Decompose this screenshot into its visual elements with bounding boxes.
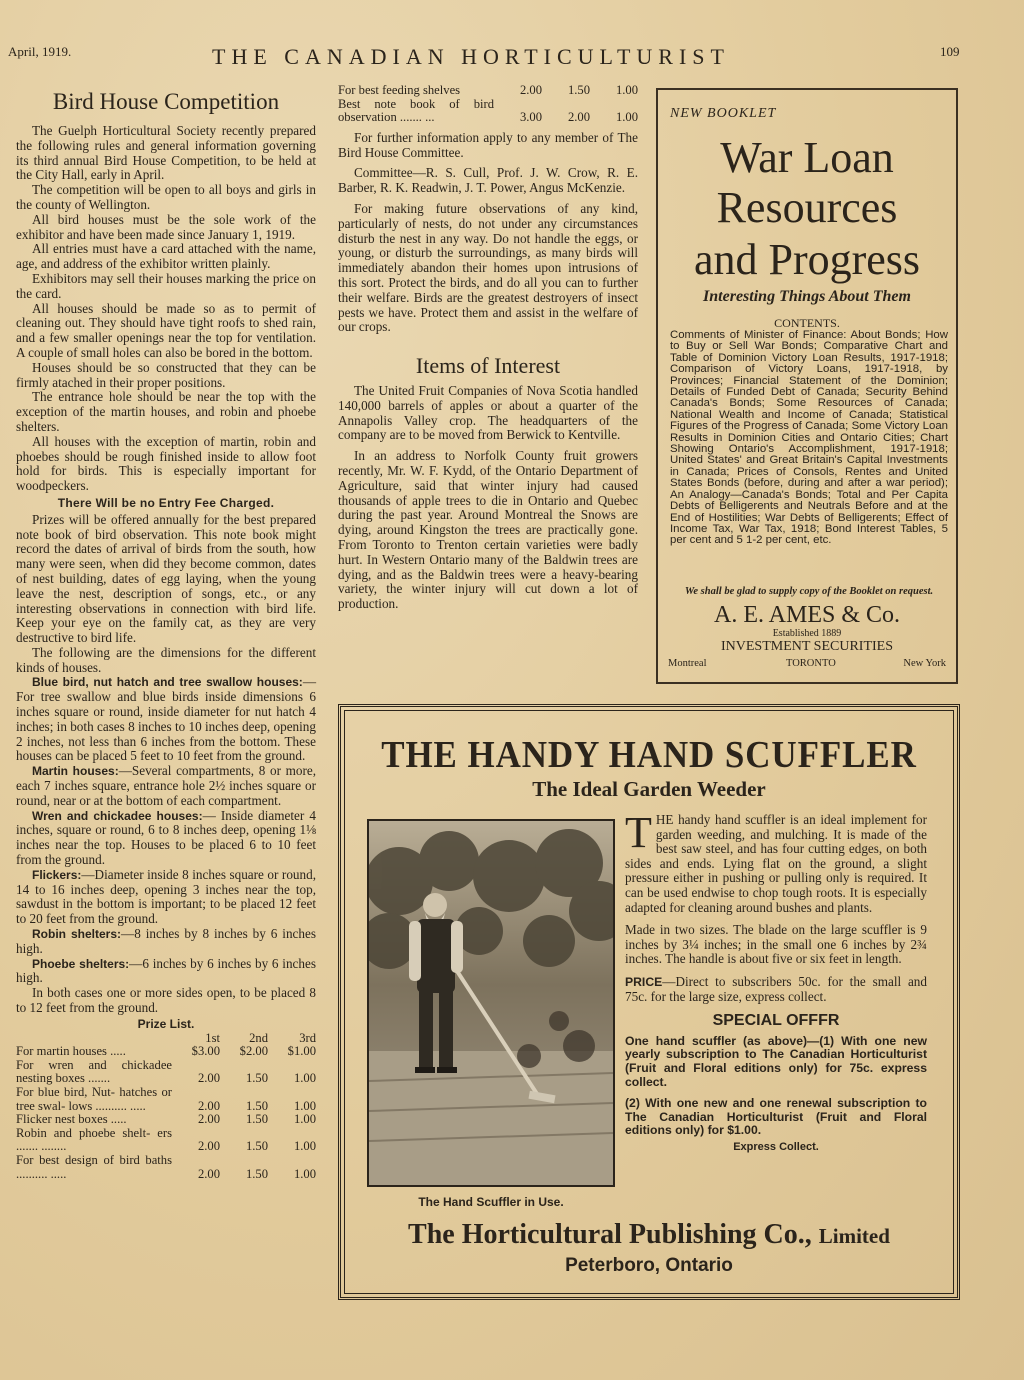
paragraph: Exhibitors may sell their houses marking the price on the card. <box>16 270 316 301</box>
city: New York <box>903 658 946 669</box>
ad-kicker: NEW BOOKLET <box>670 106 777 121</box>
prize-name: For blue bird, Nut- hatches or tree swal- lows .......... ..... <box>16 1084 172 1113</box>
prize-value: 2.00 <box>197 1071 220 1086</box>
prize-row <box>16 1059 316 1086</box>
dimension-text: —For tree swallow and blue birds inside dimensions 6 inches square or round, inside diameter for nut hatch 4 inches; in both cases 8 inches to 10 inches deep, opening 2 inches, not less than 6 inches from the bottom. These houses can be placed 5 feet to 10 feet from the ground. <box>16 674 316 764</box>
prize-name: Best note book of bird observation ....... ... <box>338 96 494 125</box>
prize-row <box>16 1154 316 1181</box>
prize-value: 1.50 <box>245 1112 268 1127</box>
dimension-item <box>16 675 316 764</box>
dimension-item <box>16 764 316 808</box>
ad-tagline: Interesting Things About Them <box>703 288 911 305</box>
prize-value: 2.00 <box>197 1166 220 1181</box>
publisher-name: The Horticultural Publishing Co., <box>408 1219 812 1250</box>
prize-value: 2.00 <box>567 110 590 125</box>
prize-value: 1.00 <box>615 83 638 97</box>
publisher-limited: Limited <box>818 1224 890 1248</box>
prize-name: Robin and phoebe shelt- ers ....... ........ <box>16 1125 172 1154</box>
ad-request-note: We shall be glad to supply copy of the Booklet on request. <box>684 586 934 597</box>
paragraph: The United Fruit Companies of Nova Scotia handled 140,000 barrels of apples or about a quarter of the Annapolis Valley crop. The headquarters of the company are to be moved from Berwick to Kentville. <box>338 382 638 443</box>
prize-value: 1.00 <box>293 1098 316 1113</box>
scuffler-subtitle: The Ideal Garden Weeder <box>532 777 766 801</box>
war-loan-ad <box>656 88 958 684</box>
column-two <box>338 84 638 612</box>
prize-name: For best feeding shelves <box>338 83 461 97</box>
prize-value: 1.00 <box>293 1112 316 1127</box>
established: Established 1889 <box>772 628 842 639</box>
ad-title-line: Resources <box>716 183 898 232</box>
paragraph: In both cases one or more sides open, to be placed 8 to 12 feet from the ground. <box>16 985 316 1016</box>
dimension-label: Wren and chickadee houses: <box>32 808 203 823</box>
bird-house-article <box>16 88 316 1181</box>
paragraph: For further information apply to any member of The Bird House Committee. <box>338 129 638 160</box>
dimension-label: Flickers: <box>32 867 82 882</box>
paragraph: In an address to Norfolk County fruit growers recently, Mr. W. F. Kydd, of the Ontario Department of Agriculture, said that winter injury had caused thousands of apple trees to die in Ontario and Quebec during the past year. Around Montreal the Snows are dying, around Kingston the trees are practically gone. From Toronto to Trenton certain varieties were badly hurt. In Western Ontario many of the Baldwin trees are dying, and as the Baldwin trees were a heavy-bearing variety, the winter injury will cut down a lot of production. <box>338 448 638 612</box>
scuffler-photo <box>367 819 615 1187</box>
dimension-item <box>16 868 316 927</box>
paragraph: Houses should be so constructed that they can be firmly atached in their proper positions. <box>16 359 316 390</box>
photo-caption: The Hand Scuffler in Use. <box>418 1195 564 1209</box>
prize-value: 2.00 <box>197 1098 220 1113</box>
prize-row <box>16 1113 316 1127</box>
dimension-text: —8 inches by 8 inches by 6 inches high. <box>16 926 316 956</box>
paragraph: The entrance hole should be near the top with the exception of the martin houses, and robin and phoebe shelters. <box>16 389 316 434</box>
business-line: INVESTMENT SECURITIES <box>720 639 894 654</box>
prize-row <box>16 1045 316 1059</box>
paragraph: All houses with the exception of martin, robin and phoebes should be rough finished inside to allow foot hold for birds. This is especially important for woodpeckers. <box>16 433 316 494</box>
sizes-text: Made in two sizes. The blade on the large scuffler is 9 inches by 3¼ inches; in the small one 6 inches by 2¾ inches. The handle is about five or six feet in length. <box>625 922 927 967</box>
contents-list: Comments of Minister of Finance: About Bonds; How to Buy or Sell War Bonds; Comparative Chart and Table of Dominion Victory Loan Results, 1917-1918; Comparison of Victory Loans, 1917-1918, by Provinces; Financial Statement of the Dominion; Details of Funded Debt of Canada; Security Behind Canada's Bonds; Some Resources of Canada; National Wealth and Income of Canada; Statistical Figures of the Progress of Canada; Some Victory Loan Results in Dominion Cities and Ontario Cities; Chart Showing Ontario's Accomplishment, 1917-1918; United States' and Great Britain's Capital Investments in Canada; Prices of Consols, Rentes and United States Bonds (before, during and after a war period); An Analogy—Canada's Bonds; Total and Per Capita Debts of Belligerents and Neutrals Before and at the End of Hostilities; War Debts of Belligerents; Effect of Income Tax, War Tax, 1918; Bond Interest Tables, 5 per cent and 5 1-2 per cent, etc. <box>670 329 948 547</box>
dimension-label: Blue bird, nut hatch and tree swallow houses: <box>32 675 303 690</box>
col-header: 1st <box>205 1030 220 1045</box>
dimension-item <box>16 809 316 868</box>
prize-value: 2.00 <box>519 83 542 97</box>
prize-name: For wren and chickadee nesting boxes ....... <box>16 1057 172 1086</box>
prize-value: 1.00 <box>293 1139 316 1154</box>
paragraph: For making future observations of any kind, particularly of nests, do not under any circumstances disturb the nest in any way. Do not handle the eggs, or young, or disturb the surroundings, as many birds will immediately abandon their homes upon intrusions of this sort. Protect the birds, and do all you can to further their welfare. Birds are the greatest destroyers of insect pests we have. Protect them and assist in the welfare of our crops. <box>338 200 638 335</box>
ad-title-line: War Loan <box>720 133 894 182</box>
paragraph: The Guelph Horticultural Society recently prepared the following rules and general information governing its third annual Bird House Competition, to be held at the City Hall, early in April. <box>16 123 316 183</box>
prize-value: 3.00 <box>519 110 542 125</box>
committee: Committee—R. S. Cull, Prof. J. W. Crow, R. E. Barber, R. K. Readwin, J. T. Power, Angus McKenzie. <box>338 165 638 196</box>
paragraph: The following are the dimensions for the different kinds of houses. <box>16 644 316 675</box>
firm-name: A. E. AMES & Co. <box>713 602 901 628</box>
contents-heading: CONTENTS. <box>774 316 840 330</box>
prize-row <box>338 84 638 98</box>
scuffler-ad <box>338 704 960 1300</box>
prize-name: Flicker nest boxes ..... <box>16 1112 127 1127</box>
col-header: 2nd <box>249 1030 268 1045</box>
dimension-label: Robin shelters: <box>32 927 121 942</box>
prize-list-title: Prize List. <box>137 1016 195 1031</box>
publisher-place: Peterboro, Ontario <box>565 1255 733 1276</box>
paragraph: Prizes will be offered annually for the best prepared note book of bird observation. This note book might record the dates of arrival of birds from the south, how many were seen, when did they become common, dates of nest building, dates of egg laying, when the young leave the nest, description of songs, etc., or any interesting observations in connection with bird life. Keep your eye on the family cat, as they are very destructive to bird life. <box>16 511 316 646</box>
issue-date: April, 1919. <box>8 44 72 59</box>
city: Montreal <box>668 658 707 669</box>
prize-value: 1.50 <box>245 1098 268 1113</box>
paragraph: The competition will be open to all boys and girls in the county of Wellington. <box>16 182 316 212</box>
prize-value: 1.50 <box>245 1139 268 1154</box>
prize-row <box>16 1127 316 1154</box>
prize-value: 2.00 <box>197 1139 220 1154</box>
drop-cap: T <box>625 808 652 857</box>
prize-value: 1.50 <box>567 83 590 97</box>
dimension-item <box>16 927 316 957</box>
dimension-item <box>16 957 316 987</box>
city: TORONTO <box>786 658 836 669</box>
prize-name: For best design of bird baths .......... ..... <box>16 1152 172 1181</box>
dimension-text: —6 inches by 6 inches by 6 inches high. <box>16 955 316 986</box>
publisher-line <box>341 1219 957 1251</box>
man-with-scuffler-image <box>369 821 613 1185</box>
prize-name: For martin houses ..... <box>16 1044 126 1059</box>
prize-value: $3.00 <box>191 1044 220 1059</box>
prize-row <box>338 98 638 125</box>
prize-value: 2.00 <box>197 1112 220 1127</box>
col-header: 3rd <box>299 1030 316 1045</box>
prize-header-row <box>16 1032 316 1046</box>
paragraph: All bird houses must be the sole work of the exhibitor and have been made since January 1, 1919. <box>16 211 316 242</box>
bird-heading: Bird House Competition <box>52 89 280 114</box>
prize-row <box>16 1086 316 1113</box>
dimension-label: Phoebe shelters: <box>32 956 130 971</box>
prize-value: 1.00 <box>615 110 638 125</box>
items-heading: Items of Interest <box>415 353 561 379</box>
prize-value: 1.50 <box>245 1166 268 1181</box>
special-offer-heading: SPECIAL OFFFR <box>712 1012 840 1030</box>
magazine-title: THE CANADIAN HORTICULTURIST <box>212 44 730 69</box>
no-fee-notice: There Will be no Entry Fee Charged. <box>57 495 275 510</box>
intro-text: HE handy hand scuffler is an ideal implement for garden weeding, and mulching. It is made of the best saw steel, and has four cutting edges, on both sides and ends. Lying flat on the ground, a slight pressure either in pushing or pulling only is required. It can be used endwise to chop tough roots. It is especially adapted for cleaning around bushes and plants. <box>625 812 927 915</box>
page-number: 109 <box>940 44 960 59</box>
dimension-text: — Inside diameter 4 inches, square or round, 6 to 8 inches deep, opening 1⅛ inches near the top. Houses to be placed 6 to 10 feet from the ground. <box>16 807 316 868</box>
paragraph: All entries must have a card attached with the name, age, and address of the exhibitor written plainly. <box>16 241 316 272</box>
price-text: —Direct to subscribers 50c. for the small and 75c. for the large size, express collect. <box>625 973 927 1004</box>
prize-value: 1.00 <box>293 1166 316 1181</box>
prize-value: 1.00 <box>293 1071 316 1086</box>
express-collect: Express Collect. <box>733 1140 819 1153</box>
prize-table <box>16 1032 316 1182</box>
offer-one: One hand scuffler (as above)—(1) With one new yearly subscription to The Canadian Horticulturist (Fruit and Floral editions only) for 75c. express collect. <box>625 1033 927 1089</box>
dimension-text: —Several compartments, 8 or more, each 7 inches square, entrance hole 2½ inches square or round, near or at the bottom of each compartment. <box>16 763 316 808</box>
prize-value: 1.50 <box>245 1071 268 1086</box>
prize-table-continued <box>338 84 638 125</box>
ad-title-line: and Progress <box>693 235 921 284</box>
offer-two: (2) With one new and one renewal subscription to The Canadian Horticulturist (Fruit and Floral editions only) for $1.00. <box>625 1096 927 1138</box>
price-label: PRICE <box>625 974 663 989</box>
prize-value: $1.00 <box>287 1044 316 1059</box>
scuffler-description <box>625 808 927 1154</box>
prize-value: $2.00 <box>239 1044 268 1059</box>
paragraph: All houses should be made so as to permit of cleaning out. They should have tight roofs to shed rain, and a few smaller openings near the top for ventilation. A couple of small holes can also be bored in the bottom. <box>16 300 316 360</box>
dimension-text: —Diameter inside 8 inches square or round, 14 to 16 inches deep, opening 3 inches near the top, sawdust in the bottom is important; to be placed 12 feet to 20 feet from the ground. <box>16 866 316 927</box>
scuffler-title: THE HANDY HAND SCUFFLER <box>381 734 917 776</box>
dimension-label: Martin houses: <box>32 764 119 779</box>
